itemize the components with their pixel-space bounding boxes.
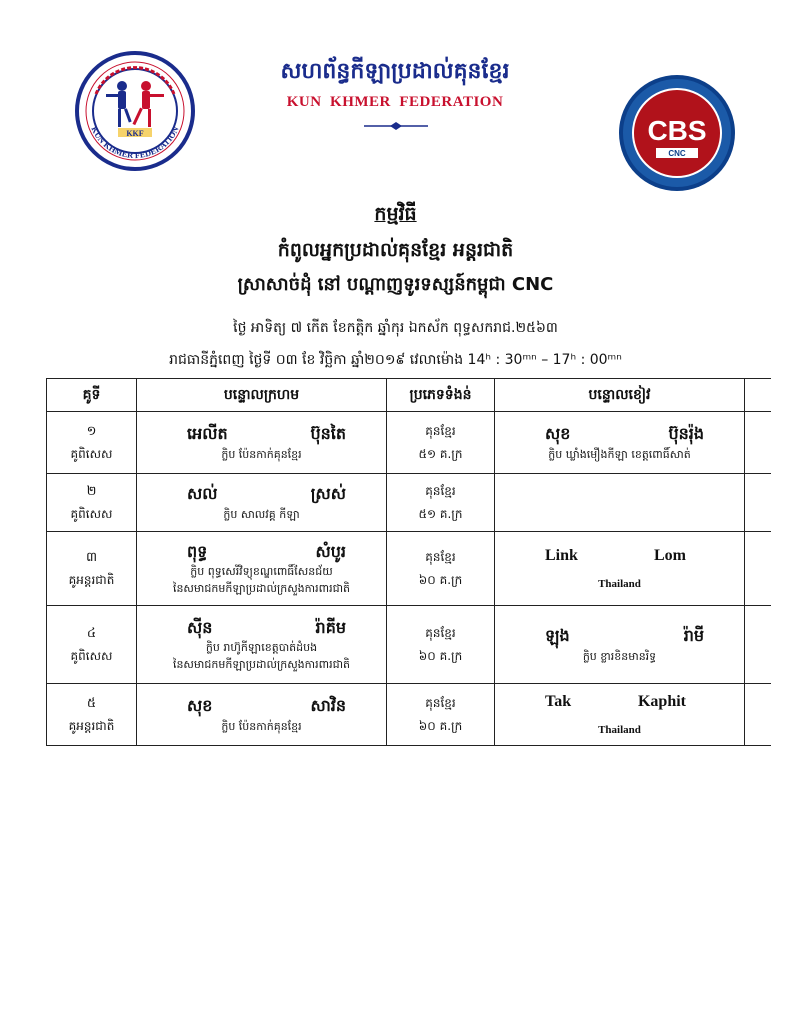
blue-club: Thailand — [598, 723, 641, 736]
red-fighter-name — [137, 484, 386, 503]
red-club: ក្លិប សាលវគ្គ កីឡា — [223, 507, 300, 521]
blue-club: ក្លិប ខ្លារខិនមានរិទ្ធ — [582, 649, 657, 663]
blank-header-cell — [745, 379, 771, 412]
red-club: ក្លិប រាហ៊ូកីឡាខេត្តបាត់ដំបង — [205, 640, 318, 654]
bout-cell — [47, 606, 137, 684]
red-corner-cell — [137, 606, 387, 684]
bout-type: គូពិសេស — [70, 447, 113, 462]
table-row — [47, 532, 771, 606]
blue-fighter-name — [495, 424, 744, 443]
weight-class: ៦០ គ.ក្រ — [418, 648, 463, 663]
bout-number: ២ — [86, 483, 97, 499]
kkf-logo-text: KUN KHMER FEDERATION — [89, 124, 181, 161]
red-last-name: ស្រស់ — [310, 484, 346, 504]
kkf-logo-mark: KKF — [126, 129, 144, 138]
col-header-blue-corner: បន្ទោលខៀវ — [495, 379, 745, 412]
bout-type: គូពិសេស — [70, 649, 113, 664]
blue-first-name: ឡុង — [545, 626, 570, 646]
blue-corner-cell — [495, 474, 745, 532]
kkf-logo — [74, 50, 196, 172]
weight-style: គុនខ្មែរ — [425, 696, 456, 711]
bout-type: គូពិសេស — [70, 507, 113, 522]
red-corner-cell — [137, 412, 387, 474]
blue-first-name: Link — [545, 547, 578, 565]
blue-corner-cell — [495, 684, 745, 746]
blue-club: Thailand — [598, 577, 641, 590]
red-first-name: សុខ — [187, 696, 213, 716]
bout-type: គូអន្តរជាតិ — [68, 719, 115, 734]
blank-cell — [745, 474, 771, 532]
cnc-logo-text: CNC — [668, 149, 686, 158]
bout-number: ១ — [86, 423, 97, 439]
federation-title-english: KUN KHMER FEDERATION — [286, 94, 504, 110]
col-header-red-corner: បន្ទោលក្រហម — [137, 379, 387, 412]
bout-number: ៣ — [85, 549, 98, 565]
blue-fighter-name — [495, 626, 744, 645]
red-last-name: សំបូរ — [315, 541, 346, 561]
lunar-date-line: ថ្ងៃ អាទិត្យ ៧ កើត ខែកត្តិក ឆ្នាំកុរ ឯកស័ក ពុទ្ធសករាជ.២៥៦៣ — [233, 320, 558, 336]
bout-type: គូអន្តរជាតិ — [68, 573, 115, 588]
date-time-line: រាជធានីភ្នំពេញ ថ្ងៃទី ០៣ ខែ វិច្ឆិកា ឆ្នាំ២០១៩ វេលាម៉ោង 14ʰ : 30ᵐⁿ – 17ʰ : 00ᵐⁿ — [169, 352, 622, 368]
bout-cell — [47, 684, 137, 746]
weight-cell — [387, 606, 495, 684]
weight-class: ៦០ គ.ក្រ — [418, 718, 463, 733]
blank-cell — [745, 684, 771, 746]
table-header-row — [47, 379, 771, 412]
blank-cell — [745, 532, 771, 606]
blue-fighter-name — [495, 546, 744, 565]
weight-class: ៦០ គ.ក្រ — [418, 572, 463, 587]
weight-cell — [387, 684, 495, 746]
weight-class: ៥១ គ.ក្រ — [418, 506, 463, 521]
weight-style: គុនខ្មែរ — [425, 424, 456, 439]
title-ornament — [364, 122, 428, 130]
weight-style: គុនខ្មែរ — [425, 550, 456, 565]
red-club-line2: នៃសមាជកមកីឡាប្រដាល់ក្រសួងការពារជាតិ — [172, 582, 351, 596]
red-corner-cell — [137, 684, 387, 746]
cbs-logo-text: CBS — [647, 115, 707, 146]
blank-cell — [745, 412, 771, 474]
red-first-name: ស៊ីន — [187, 617, 213, 637]
blue-last-name: រ៉ាមី — [683, 626, 704, 646]
red-club: ក្លិប ប៉ែនកាក់គុនខ្មែរ — [221, 719, 302, 733]
red-last-name: សាវិន — [310, 696, 346, 716]
blue-last-name: Lom — [654, 547, 686, 565]
blue-last-name: ប៊ុនរ៉ុង — [668, 424, 704, 444]
cbs-logo — [616, 72, 738, 194]
weight-cell — [387, 532, 495, 606]
red-first-name: សល់ — [187, 484, 218, 504]
blue-last-name: Kaphit — [637, 693, 686, 711]
red-club-line2: នៃសមាជកមកីឡាប្រដាល់ក្រសួងការពារជាតិ — [172, 658, 351, 672]
table-row — [47, 606, 771, 684]
red-corner-cell — [137, 532, 387, 606]
bout-cell — [47, 532, 137, 606]
venue-line: ស្រាសាច់ដុំ នៅ បណ្តាញទូរទស្សន៍កម្ពុជា CNC — [237, 274, 554, 295]
col-header-weight: ប្រភេទទំងន់ — [387, 379, 495, 412]
red-last-name: រ៉ាគីម — [315, 617, 346, 637]
blue-first-name: សុខ — [545, 424, 571, 444]
col-header-bout: គូទី — [47, 379, 137, 412]
red-last-name: ប៊ុនតៃ — [310, 424, 346, 444]
table-row — [47, 474, 771, 532]
program-title: កម្មវិធី — [374, 203, 417, 225]
blue-corner-cell — [495, 532, 745, 606]
event-title: កំពូលអ្នកប្រដាល់គុនខ្មែរ អន្តរជាតិ — [277, 239, 514, 261]
blue-fighter-name — [495, 692, 744, 711]
red-corner-cell — [137, 474, 387, 532]
blue-first-name: Tak — [545, 693, 572, 711]
weight-cell — [387, 474, 495, 532]
red-club: ក្លិប ប៉ែនកាក់គុនខ្មែរ — [221, 447, 302, 461]
red-first-name: អេលីត — [187, 424, 228, 444]
red-fighter-name — [137, 542, 386, 561]
table-row — [47, 412, 771, 474]
table-row — [47, 684, 771, 746]
bout-cell — [47, 412, 137, 474]
blank-cell — [745, 606, 771, 684]
federation-title-khmer: សហព័ន្ធកីឡាប្រដាល់គុនខ្មែរ — [280, 59, 510, 84]
blue-corner-cell — [495, 606, 745, 684]
blue-corner-cell — [495, 412, 745, 474]
red-first-name: ពុទ្ធ — [187, 541, 208, 561]
bout-number: ៥ — [86, 695, 97, 711]
bout-cell — [47, 474, 137, 532]
red-fighter-name — [137, 618, 386, 637]
red-fighter-name — [137, 424, 386, 443]
blue-club: ក្លិប ឃ្លាំងមឿងកីឡា ខេត្តពោធិ៍សាត់ — [548, 447, 691, 461]
weight-style: គុនខ្មែរ — [425, 626, 456, 641]
weight-style: គុនខ្មែរ — [425, 484, 456, 499]
red-club: ក្លិប ពុទ្ធសេរីវិទ្យុខណ្ឌពោធិ៍សែនជ័យ — [190, 564, 333, 578]
bout-table — [46, 378, 771, 746]
weight-cell — [387, 412, 495, 474]
bout-number: ៤ — [86, 625, 97, 641]
red-fighter-name — [137, 696, 386, 715]
weight-class: ៥១ គ.ក្រ — [418, 446, 463, 461]
